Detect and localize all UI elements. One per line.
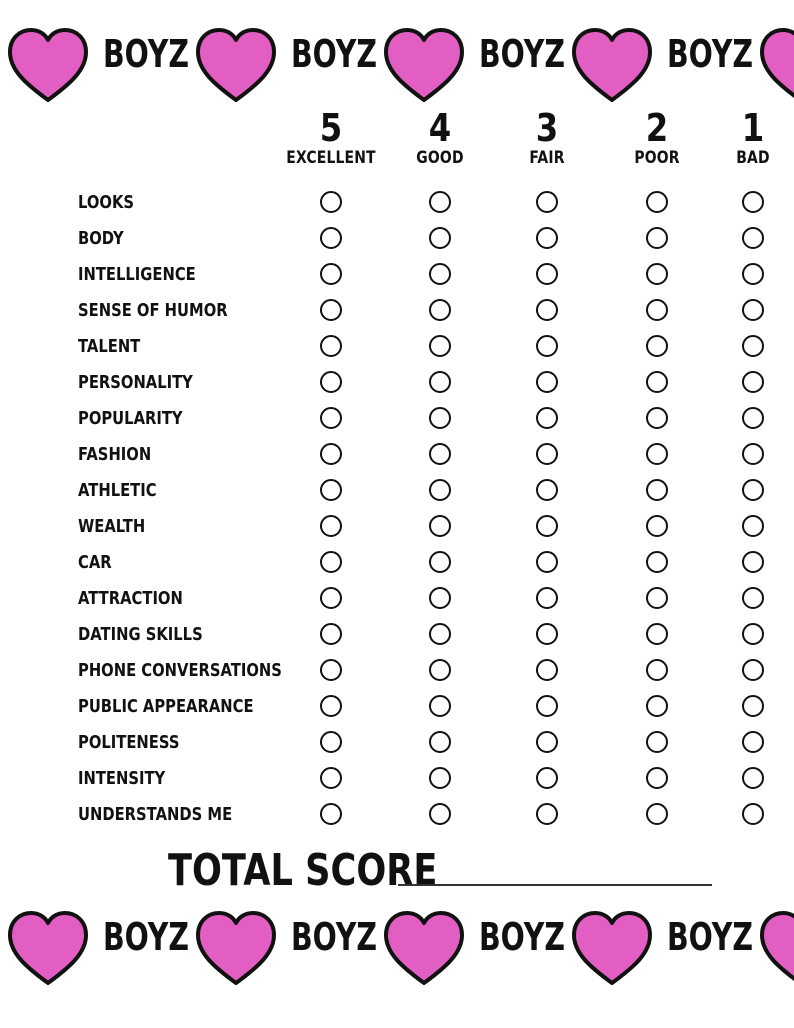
- rating-bubble-2[interactable]: [646, 335, 668, 357]
- rating-bubble-1[interactable]: [742, 767, 764, 789]
- rating-bubble-3[interactable]: [536, 371, 558, 393]
- banner-word: BOYZ: [667, 915, 753, 959]
- rating-bubble-4[interactable]: [429, 767, 451, 789]
- rating-bubble-4[interactable]: [429, 623, 451, 645]
- scale-column-5: [271, 108, 391, 168]
- scale-value: 2: [645, 106, 669, 150]
- scale-value: 5: [319, 106, 343, 150]
- rating-bubble-2[interactable]: [646, 479, 668, 501]
- rating-bubble-1[interactable]: [742, 407, 764, 429]
- rating-bubble-2[interactable]: [646, 263, 668, 285]
- rating-bubble-1[interactable]: [742, 551, 764, 573]
- rating-bubble-5[interactable]: [320, 587, 342, 609]
- heart-icon: [574, 30, 650, 100]
- heart-icon: [762, 30, 794, 100]
- rating-row: [0, 617, 794, 653]
- category-label: SENSE OF HUMOR: [78, 300, 228, 321]
- rating-bubble-1[interactable]: [742, 515, 764, 537]
- rating-bubble-1[interactable]: [742, 659, 764, 681]
- category-label: FASHION: [78, 444, 152, 465]
- rating-row: [0, 257, 794, 293]
- rating-bubble-4[interactable]: [429, 803, 451, 825]
- rating-bubble-3[interactable]: [536, 515, 558, 537]
- rating-bubble-4[interactable]: [429, 335, 451, 357]
- rating-bubble-3[interactable]: [536, 191, 558, 213]
- total-score-line[interactable]: [398, 884, 712, 886]
- rating-bubble-4[interactable]: [429, 731, 451, 753]
- rating-bubble-5[interactable]: [320, 371, 342, 393]
- banner-graphic: [0, 22, 794, 112]
- rating-row: [0, 473, 794, 509]
- category-label: BODY: [78, 228, 124, 249]
- rating-bubble-2[interactable]: [646, 191, 668, 213]
- rating-row: [0, 509, 794, 545]
- rating-row: [0, 761, 794, 797]
- rating-row: [0, 653, 794, 689]
- scale-column-1: [693, 108, 794, 168]
- rating-bubble-3[interactable]: [536, 695, 558, 717]
- rating-row: [0, 689, 794, 725]
- category-label: POPULARITY: [78, 408, 183, 429]
- rating-bubble-4[interactable]: [429, 299, 451, 321]
- category-label: ATTRACTION: [78, 588, 183, 609]
- rating-bubble-2[interactable]: [646, 443, 668, 465]
- rating-bubble-5[interactable]: [320, 767, 342, 789]
- rating-bubble-1[interactable]: [742, 227, 764, 249]
- rating-bubble-2[interactable]: [646, 551, 668, 573]
- rating-bubble-1[interactable]: [742, 371, 764, 393]
- scale-value: 3: [535, 106, 559, 150]
- rating-bubble-1[interactable]: [742, 443, 764, 465]
- bottom-banner: [0, 905, 794, 995]
- rating-bubble-5[interactable]: [320, 335, 342, 357]
- rating-bubble-2[interactable]: [646, 515, 668, 537]
- rating-bubble-5[interactable]: [320, 803, 342, 825]
- rating-bubble-1[interactable]: [742, 335, 764, 357]
- banner-word: BOYZ: [479, 915, 565, 959]
- rating-bubble-3[interactable]: [536, 587, 558, 609]
- rating-bubble-2[interactable]: [646, 623, 668, 645]
- rating-bubble-5[interactable]: [320, 299, 342, 321]
- rating-bubble-5[interactable]: [320, 623, 342, 645]
- scale-label: BAD: [736, 148, 770, 168]
- rating-bubble-4[interactable]: [429, 587, 451, 609]
- rating-bubble-2[interactable]: [646, 659, 668, 681]
- rating-bubble-2[interactable]: [646, 695, 668, 717]
- heart-icon: [10, 30, 86, 100]
- scale-column-3: [487, 108, 607, 168]
- rating-bubble-1[interactable]: [742, 191, 764, 213]
- rating-bubble-1[interactable]: [742, 803, 764, 825]
- top-banner: [0, 22, 794, 112]
- heart-icon: [198, 913, 274, 983]
- rating-bubble-4[interactable]: [429, 227, 451, 249]
- rating-bubble-4[interactable]: [429, 443, 451, 465]
- rating-row: [0, 221, 794, 257]
- rating-bubble-4[interactable]: [429, 695, 451, 717]
- rating-bubble-4[interactable]: [429, 479, 451, 501]
- scale-value: 1: [741, 106, 765, 150]
- rating-row: [0, 437, 794, 473]
- rating-bubble-5[interactable]: [320, 731, 342, 753]
- category-label: PERSONALITY: [78, 372, 193, 393]
- rating-bubble-2[interactable]: [646, 803, 668, 825]
- rating-bubble-4[interactable]: [429, 407, 451, 429]
- rating-bubble-3[interactable]: [536, 263, 558, 285]
- banner-word: BOYZ: [291, 32, 377, 76]
- rating-row: [0, 581, 794, 617]
- rating-bubble-3[interactable]: [536, 623, 558, 645]
- category-label: WEALTH: [78, 516, 146, 537]
- category-label: INTENSITY: [78, 768, 166, 789]
- heart-icon: [10, 913, 86, 983]
- banner-word: BOYZ: [291, 915, 377, 959]
- rating-row: [0, 725, 794, 761]
- total-score-label: TOTAL SCORE: [168, 845, 438, 896]
- rating-bubble-1[interactable]: [742, 479, 764, 501]
- banner-word: BOYZ: [103, 915, 189, 959]
- rating-bubble-5[interactable]: [320, 191, 342, 213]
- rating-bubble-1[interactable]: [742, 731, 764, 753]
- category-label: PUBLIC APPEARANCE: [78, 696, 254, 717]
- rating-bubble-5[interactable]: [320, 515, 342, 537]
- rating-row: [0, 797, 794, 833]
- rating-bubble-4[interactable]: [429, 551, 451, 573]
- banner-word: BOYZ: [479, 32, 565, 76]
- rating-bubble-2[interactable]: [646, 227, 668, 249]
- banner-word: BOYZ: [667, 32, 753, 76]
- rating-bubble-5[interactable]: [320, 551, 342, 573]
- rating-bubble-5[interactable]: [320, 407, 342, 429]
- rating-bubble-4[interactable]: [429, 659, 451, 681]
- rating-bubble-4[interactable]: [429, 191, 451, 213]
- rating-row: [0, 401, 794, 437]
- rating-bubble-2[interactable]: [646, 587, 668, 609]
- category-label: INTELLIGENCE: [78, 264, 196, 285]
- rating-bubble-1[interactable]: [742, 587, 764, 609]
- rating-bubble-1[interactable]: [742, 695, 764, 717]
- rating-bubble-5[interactable]: [320, 227, 342, 249]
- rating-bubble-2[interactable]: [646, 371, 668, 393]
- rating-bubble-3[interactable]: [536, 443, 558, 465]
- heart-icon: [574, 913, 650, 983]
- heart-icon: [386, 913, 462, 983]
- category-label: DATING SKILLS: [78, 624, 203, 645]
- rating-bubble-5[interactable]: [320, 659, 342, 681]
- rating-bubble-3[interactable]: [536, 227, 558, 249]
- rating-bubble-5[interactable]: [320, 695, 342, 717]
- category-label: ATHLETIC: [78, 480, 157, 501]
- rating-bubble-1[interactable]: [742, 263, 764, 285]
- banner-word: BOYZ: [103, 32, 189, 76]
- rating-bubble-1[interactable]: [742, 623, 764, 645]
- rating-bubble-3[interactable]: [536, 299, 558, 321]
- rating-bubble-3[interactable]: [536, 767, 558, 789]
- category-label: PHONE CONVERSATIONS: [78, 660, 282, 681]
- rating-bubble-1[interactable]: [742, 299, 764, 321]
- rating-bubble-3[interactable]: [536, 479, 558, 501]
- rating-bubble-2[interactable]: [646, 767, 668, 789]
- rating-bubble-2[interactable]: [646, 299, 668, 321]
- rating-bubble-2[interactable]: [646, 731, 668, 753]
- category-label: LOOKS: [78, 192, 135, 213]
- rating-bubble-3[interactable]: [536, 407, 558, 429]
- rating-row: [0, 293, 794, 329]
- rating-bubble-3[interactable]: [536, 803, 558, 825]
- category-label: CAR: [78, 552, 112, 573]
- rating-row: [0, 545, 794, 581]
- category-label: TALENT: [78, 336, 141, 357]
- scale-label: FAIR: [529, 148, 565, 168]
- category-label: POLITENESS: [78, 732, 180, 753]
- rating-bubble-4[interactable]: [429, 371, 451, 393]
- scale-label: EXCELLENT: [286, 148, 376, 168]
- category-label: UNDERSTANDS ME: [78, 804, 233, 825]
- rating-bubble-4[interactable]: [429, 515, 451, 537]
- banner-graphic: [0, 905, 794, 995]
- rating-bubble-5[interactable]: [320, 479, 342, 501]
- rating-bubble-2[interactable]: [646, 407, 668, 429]
- rating-bubble-5[interactable]: [320, 443, 342, 465]
- rating-row: [0, 365, 794, 401]
- scale-value: 4: [428, 106, 452, 150]
- rating-row: [0, 185, 794, 221]
- rating-bubble-3[interactable]: [536, 335, 558, 357]
- rating-bubble-3[interactable]: [536, 659, 558, 681]
- rating-row: [0, 329, 794, 365]
- rating-bubble-3[interactable]: [536, 731, 558, 753]
- heart-icon: [386, 30, 462, 100]
- rating-bubble-4[interactable]: [429, 263, 451, 285]
- scale-label: GOOD: [416, 148, 464, 168]
- heart-icon: [762, 913, 794, 983]
- rating-bubble-3[interactable]: [536, 551, 558, 573]
- heart-icon: [198, 30, 274, 100]
- scale-column-4: [380, 108, 500, 168]
- rating-bubble-5[interactable]: [320, 263, 342, 285]
- scale-label: POOR: [634, 148, 680, 168]
